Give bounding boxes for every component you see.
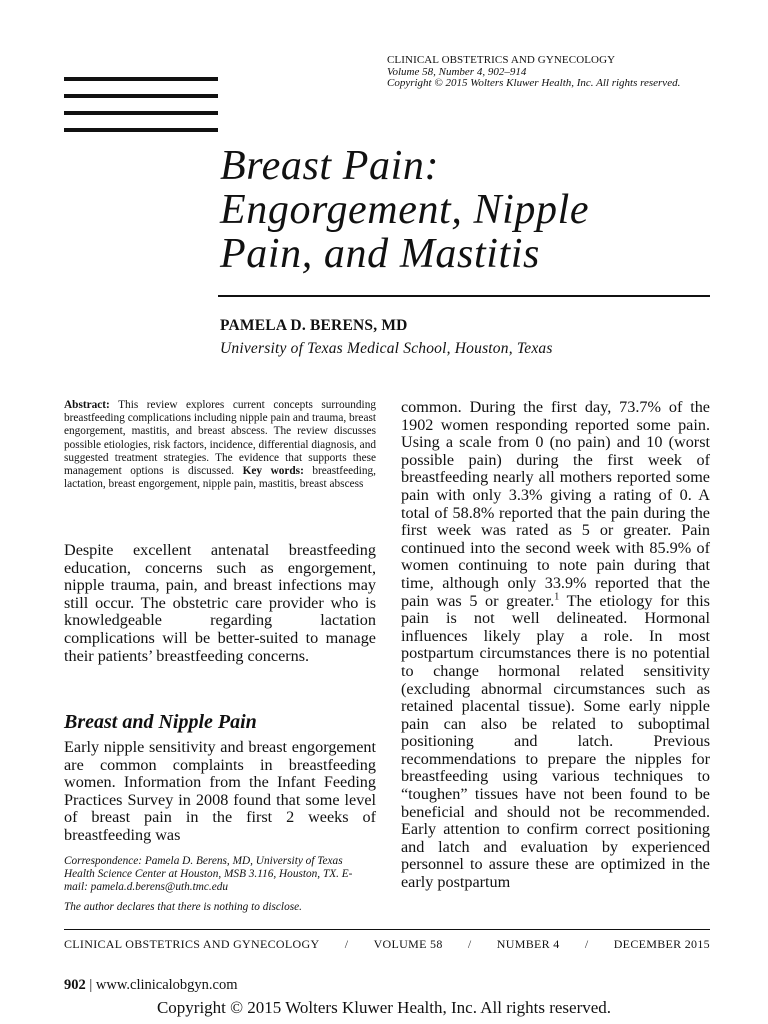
journal-logo-bar — [64, 94, 218, 98]
disclosure-note: The author declares that there is nothing to disclose. — [64, 901, 302, 913]
correspondence-note: Correspondence: Pamela D. Berens, MD, University of Texas Health Science Center at Houston, MSB 3.116, Houston, TX. E-mail: pamela.d.berens@uth.tmc.edu — [64, 855, 353, 893]
title-line: Engorgement, Nipple — [220, 187, 590, 233]
footer-journal: CLINICAL OBSTETRICS AND GYNECOLOGY — [64, 937, 320, 951]
keywords-text: breastfeeding, lactation, breast engorgement, nipple pain, mastitis, breast abscess — [64, 465, 376, 491]
page-number-line — [64, 977, 238, 994]
footer-separator: / — [344, 937, 349, 951]
volume-info: Volume 58, Number 4, 902–914 — [387, 65, 527, 78]
section-heading: Breast and Nipple Pain — [64, 711, 257, 733]
right-column-paragraph — [401, 399, 710, 892]
footer-separator: / — [467, 937, 472, 951]
journal-header — [387, 55, 680, 90]
abstract-label: Abstract: — [64, 399, 110, 411]
running-footer — [64, 937, 710, 952]
journal-name: CLINICAL OBSTETRICS AND GYNECOLOGY — [387, 54, 616, 66]
footer-divider — [64, 929, 710, 930]
journal-logo-bar — [64, 128, 218, 132]
journal-logo-bar — [64, 111, 218, 115]
abstract — [64, 399, 376, 491]
bottom-copyright: Copyright © 2015 Wolters Kluwer Health, Inc. All rights reserved. — [156, 998, 612, 1017]
footer-separator: / — [584, 937, 589, 951]
page-number: 902 — [64, 977, 86, 993]
footer-number: NUMBER 4 — [496, 937, 560, 951]
keywords-label: Key words: — [242, 465, 304, 478]
intro-paragraph: Despite excellent antenatal breastfeeding education, concerns such as engorgement, nipple trauma, pain, and breast infections may still occur. The obstetric care provider who is knowledgeable regarding lactation complications will be better-suited to manage their patients’ breastfeeding concerns. — [64, 541, 376, 665]
abstract-text: This review explores current concepts surrounding breastfeeding complications including nipple pain and trauma, breast engorgement, mastitis, and breast abscess. The review discusses possible etiologies, risk factors, incidence, differential diagnosis, and suggested treatment strategies. The evidence that supports these management options is discussed. — [64, 399, 376, 478]
footer-date: DECEMBER 2015 — [613, 937, 710, 951]
title-line: Breast Pain: — [220, 143, 440, 189]
title-line: Pain, and Mastitis — [220, 231, 540, 277]
author-name: PAMELA D. BERENS, MD — [220, 317, 408, 334]
journal-logo-bar — [64, 77, 218, 81]
reference-superscript: 1 — [554, 591, 560, 603]
website-link[interactable]: www.clinicalobgyn.com — [95, 977, 238, 993]
right-column-text-continued: The etiology for this pain is not well delineated. Hormonal influences likely play a role. In most postpartum circumstances there is no potential to change hormonal related sensitivity (excluding abnormal circumstances such as retained placental tissue). Some early nipple pain can also be related to suboptimal positioning and latch. Previous recommendations to prepare the nipples for breastfeeding using various techniques to “toughen” tissues have not been found to be beneficial and should not be recommended. Early attention to confirm correct positioning and latch and evaluation by experienced personnel to assure these are optimized in the early postpartum — [401, 591, 710, 892]
section-paragraph: Early nipple sensitivity and breast engorgement are common complaints in breastfeeding women. Information from the Infant Feeding Practices Survey in 2008 found that some level of breast pain in the first 2 weeks of breastfeeding was — [64, 738, 376, 844]
right-column-text: common. During the first day, 73.7% of the 1902 women responding reported some pain. Using a scale from 0 (no pain) and 10 (worst possible pain) during the first week of breastfeeding nearly all mothers reported some pain with only 3.3% giving a rating of 0. A total of 58.8% reported that the pain during the first week was rated as 5 or greater. Pain continued into the second week with 85.9% of women continuing to note pain during that time, although only 33.9% reported that the pain was 5 or greater. — [401, 398, 710, 610]
header-copyright: Copyright © 2015 Wolters Kluwer Health, Inc. All rights reserved. — [387, 77, 681, 89]
author-affiliation: University of Texas Medical School, Houston, Texas — [220, 340, 553, 357]
footer-volume: VOLUME 58 — [373, 937, 443, 951]
article-title — [220, 144, 720, 276]
page-divider: | — [89, 977, 93, 993]
title-divider — [218, 295, 710, 297]
